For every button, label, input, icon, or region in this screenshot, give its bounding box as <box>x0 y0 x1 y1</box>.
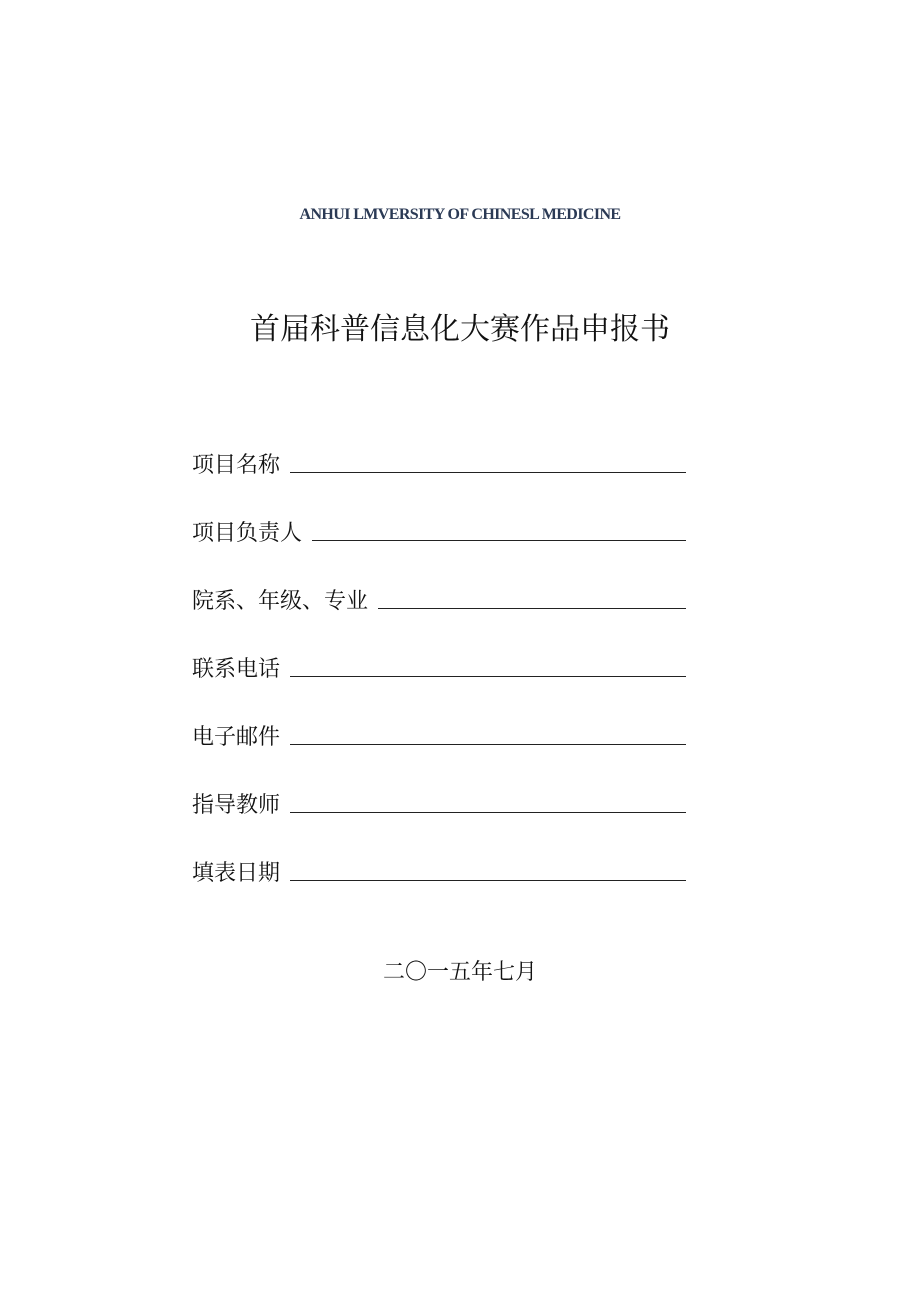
fill-date-blank[interactable] <box>290 879 686 881</box>
application-form <box>192 440 686 916</box>
email-blank[interactable] <box>290 743 686 745</box>
form-row-fill-date <box>192 848 686 888</box>
document-date: 二〇一五年七月 <box>382 960 537 985</box>
form-row-department <box>192 576 686 616</box>
field-label: 项目名称 <box>192 453 281 478</box>
form-row-project-name <box>192 440 686 480</box>
project-leader-blank[interactable] <box>312 539 686 541</box>
field-label: 指导教师 <box>192 793 281 818</box>
form-row-project-leader <box>192 508 686 548</box>
field-label: 联系电话 <box>192 657 281 682</box>
field-label: 填表日期 <box>192 861 281 886</box>
department-blank[interactable] <box>378 607 686 609</box>
university-name: ANHUI LMVERSITY OF CHINESL MEDICINE <box>299 206 621 223</box>
advisor-blank[interactable] <box>290 811 686 813</box>
phone-blank[interactable] <box>290 675 686 677</box>
form-row-phone <box>192 644 686 684</box>
field-label: 电子邮件 <box>192 725 281 750</box>
document-title: 首届科普信息化大赛作品申报书 <box>250 312 670 347</box>
project-name-blank[interactable] <box>290 471 686 473</box>
form-row-advisor <box>192 780 686 820</box>
field-label: 院系、年级、专业 <box>192 589 369 614</box>
field-label: 项目负责人 <box>192 521 303 546</box>
form-row-email <box>192 712 686 752</box>
